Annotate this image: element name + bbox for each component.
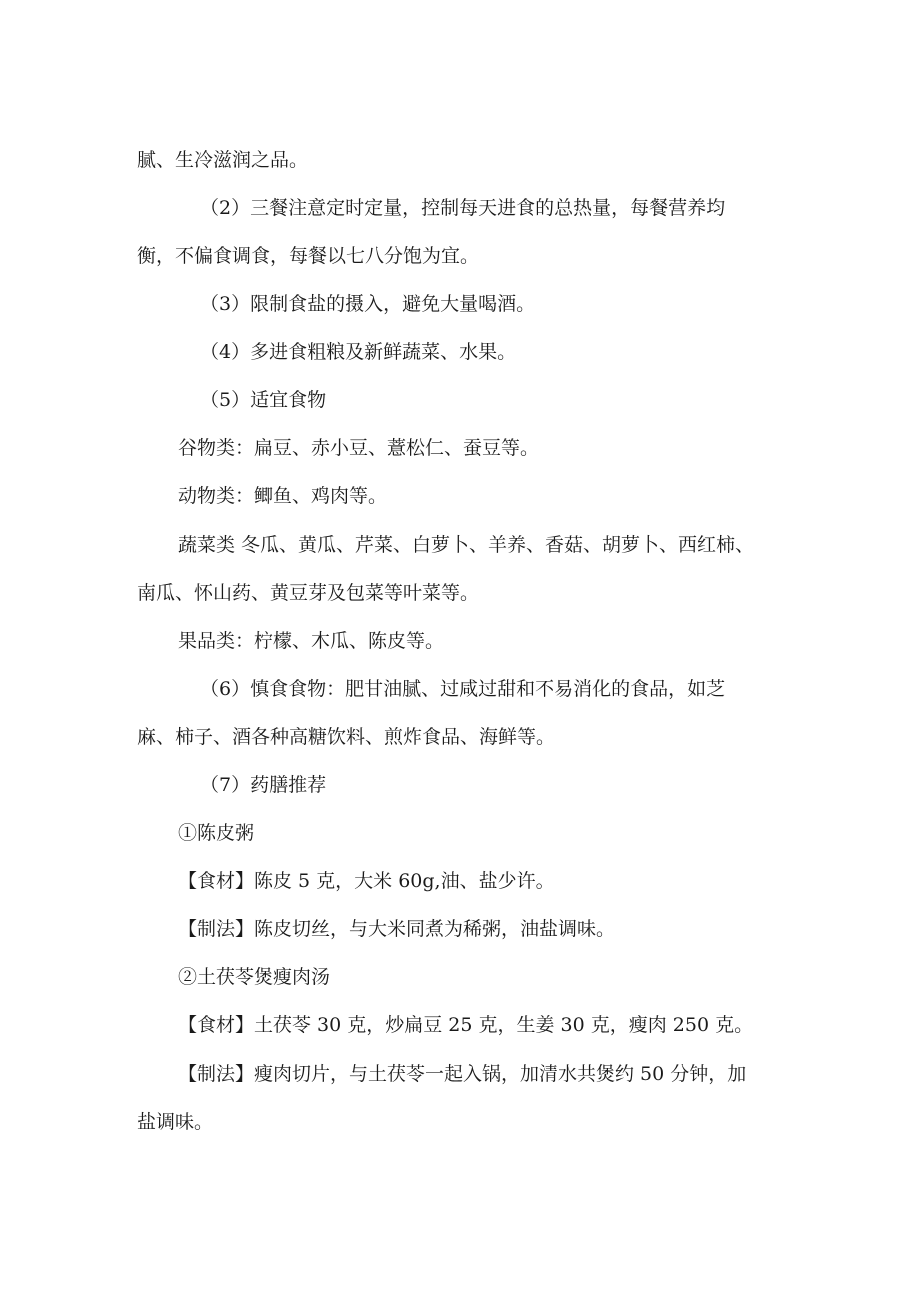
paragraph-line: 【食材】土茯苓 30 克，炒扁豆 25 克，生姜 30 克，瘦肉 250 克。 [178,1014,754,1036]
paragraph-line: 【制法】瘦肉切片，与土茯苓一起入锅，加清水共煲约 50 分钟，加 [178,1063,747,1085]
paragraph-line: ②土茯苓煲瘦肉汤 [178,966,331,988]
paragraph-line: （5）适宜食物 [200,389,327,411]
paragraph-line: 【制法】陈皮切丝，与大米同煮为稀粥，油盐调味。 [178,918,616,940]
paragraph-line: 蔬菜类 冬瓜、黄瓜、芹菜、白萝卜、羊养、香菇、胡萝卜、西红柿、 [178,534,755,556]
paragraph-line: 南瓜、怀山药、黄豆芽及包菜等叶菜等。 [137,582,480,604]
paragraph-line: 谷物类：扁豆、赤小豆、薏松仁、蚕豆等。 [178,437,540,459]
paragraph-line: 动物类：鲫鱼、鸡肉等。 [178,485,388,507]
paragraph-line: （2）三餐注意定时定量，控制每天进食的总热量，每餐营养均 [200,197,726,219]
paragraph-line: 麻、柿子、酒各种高糖饮料、煎炸食品、海鲜等。 [137,726,556,748]
paragraph-line: （6）慎食食物：肥甘油腻、过咸过甜和不易消化的食品，如芝 [200,678,726,700]
paragraph-line: 衡，不偏食调食，每餐以七八分饱为宜。 [137,245,480,267]
paragraph-line: ①陈皮粥 [178,822,255,844]
paragraph-line: （3）限制食盐的摄入，避免大量喝酒。 [200,293,536,315]
paragraph-line: （4）多进食粗粮及新鲜蔬菜、水果。 [200,341,517,363]
paragraph-line: 果品类：柠檬、木瓜、陈皮等。 [178,630,445,652]
paragraph-line: （7）药膳推荐 [200,774,327,796]
paragraph-line: 【食材】陈皮 5 克，大米 60g,油、盐少许。 [178,870,555,892]
paragraph-line: 盐调味。 [137,1111,214,1133]
paragraph-line: 腻、生冷滋润之品。 [137,149,309,171]
